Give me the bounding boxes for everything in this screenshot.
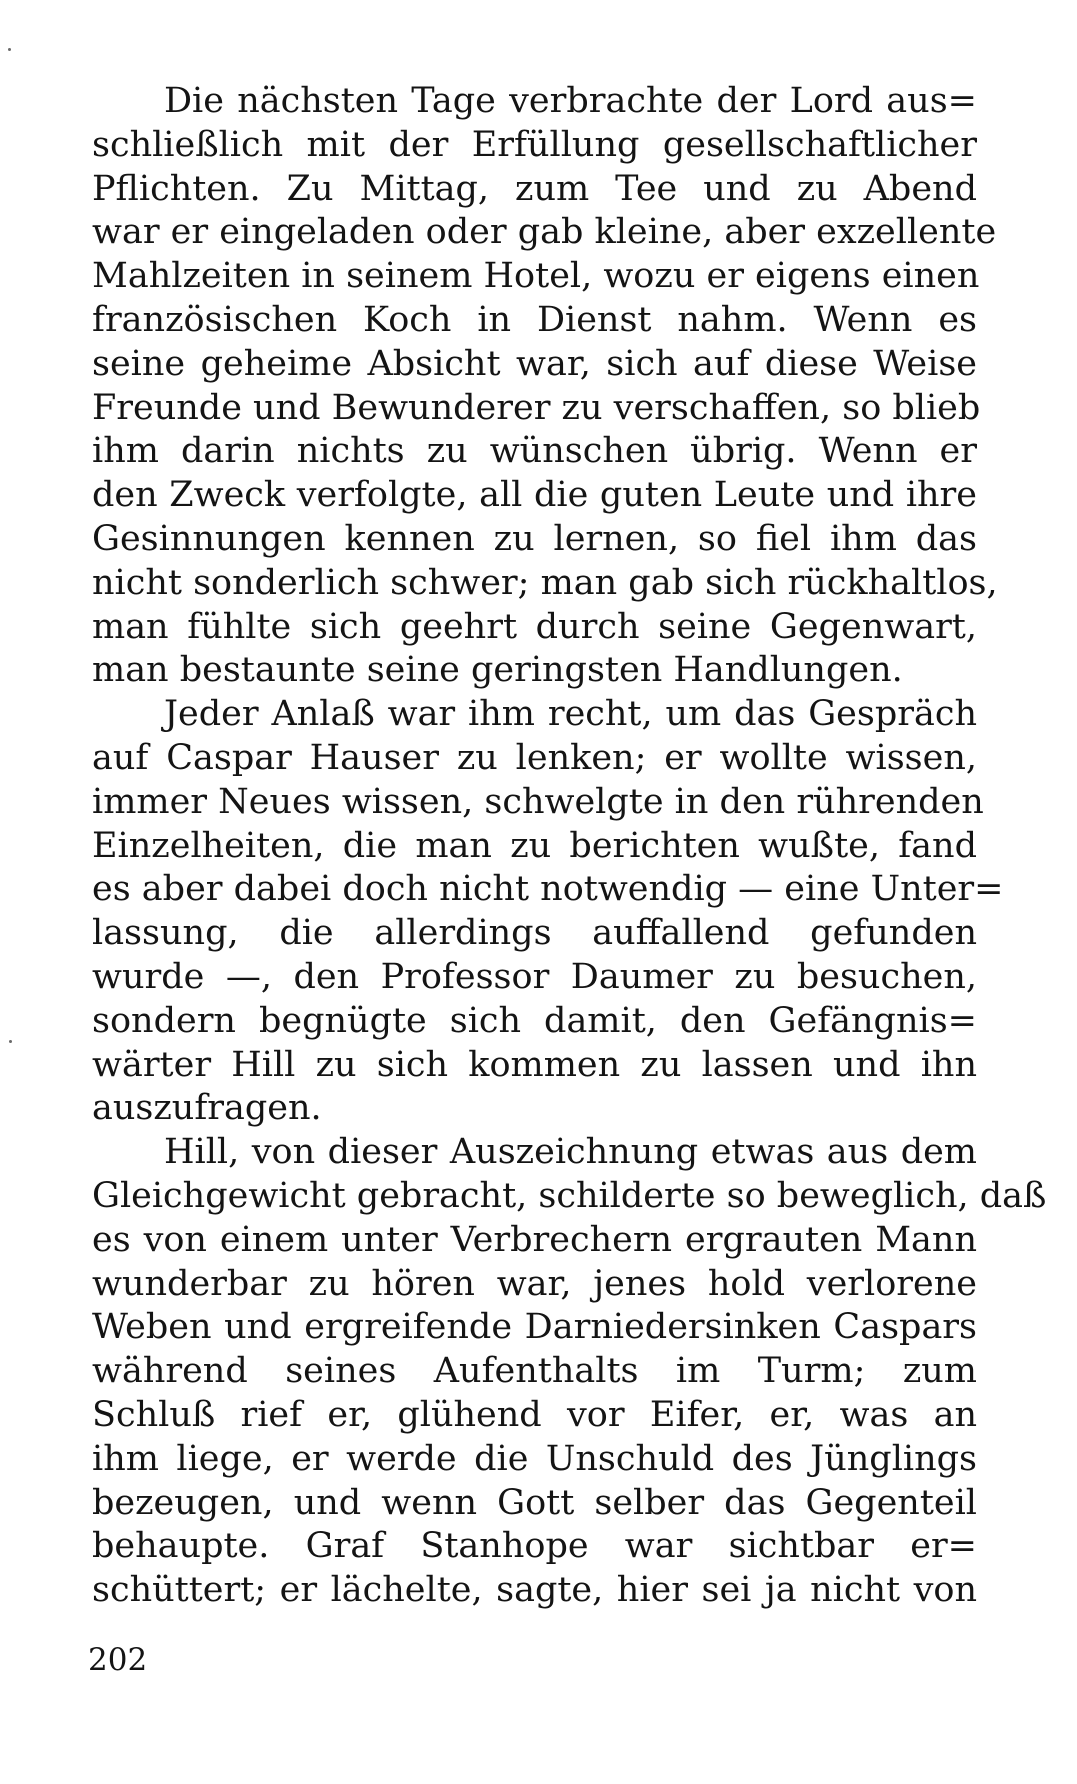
text-line: Gleichgewicht gebracht, schilderte so beweglich, daß [92, 1175, 1047, 1216]
print-speck [9, 1040, 12, 1043]
text-line: behaupte. Graf Stanhope war sichtbar er= [92, 1526, 977, 1567]
text-line: es aber dabei doch nicht notwendig — eine Unter= [92, 869, 1004, 910]
text-line: wärter Hill zu sich kommen zu lassen und ihn [92, 1044, 977, 1085]
text-line: ihm darin nichts zu wünschen übrig. Wenn er [92, 431, 977, 472]
text-line: ihm liege, er werde die Unschuld des Jünglings [92, 1438, 977, 1479]
text-line: Mahlzeiten in seinem Hotel, wozu er eigens einen [92, 256, 980, 297]
text-line: immer Neues wissen, schwelgte in den rührenden [92, 781, 984, 822]
text-line: schüttert; er lächelte, sagte, hier sei ja nicht von [92, 1570, 977, 1611]
text-line: während seines Aufenthalts im Turm; zum [92, 1351, 977, 1392]
text-line: französischen Koch in Dienst nahm. Wenn es [92, 299, 977, 340]
text-line: schließlich mit der Erfüllung gesellschaftlicher [92, 124, 977, 165]
text-line: nicht sonderlich schwer; man gab sich rückhaltlos, [92, 562, 998, 603]
text-line: Gesinnungen kennen zu lernen, so fiel ihm das [92, 518, 977, 559]
text-line: lassung, die allerdings auffallend gefunden [92, 913, 977, 954]
text-line: war er eingeladen oder gab kleine, aber exzellente [92, 212, 997, 253]
text-line: es von einem unter Verbrechern ergrauten Mann [92, 1219, 977, 1260]
text-line: wurde —, den Professor Daumer zu besuchen, [92, 956, 977, 997]
body-text [92, 80, 1047, 1613]
text-line: Jeder Anlaß war ihm recht, um das Gespräch [164, 694, 977, 735]
text-line: auszufragen. [92, 1088, 322, 1129]
text-line: Weben und ergreifende Darniedersinken Caspars [92, 1307, 977, 1348]
text-line: seine geheime Absicht war, sich auf diese Weise [92, 343, 977, 384]
text-line: Hill, von dieser Auszeichnung etwas aus dem [164, 1132, 977, 1173]
text-line: Freunde und Bewunderer zu verschaffen, so blieb [92, 387, 981, 428]
text-line: sondern begnügte sich damit, den Gefängnis= [92, 1000, 977, 1041]
page-number: 202 [88, 1642, 148, 1678]
text-line: bezeugen, und wenn Gott selber das Gegenteil [92, 1482, 977, 1523]
print-speck [8, 48, 11, 51]
text-line: Einzelheiten, die man zu berichten wußte, fand [92, 825, 977, 866]
text-line: man fühlte sich geehrt durch seine Gegenwart, [92, 606, 977, 647]
text-line: wunderbar zu hören war, jenes hold verlorene [92, 1263, 977, 1304]
text-line: man bestaunte seine geringsten Handlungen. [92, 650, 903, 691]
text-line: auf Caspar Hauser zu lenken; er wollte wissen, [92, 737, 977, 778]
text-line: Schluß rief er, glühend vor Eifer, er, was an [92, 1394, 977, 1435]
text-line: Die nächsten Tage verbrachte der Lord aus= [164, 81, 977, 121]
text-line: Pflichten. Zu Mittag, zum Tee und zu Abend [92, 168, 977, 209]
text-line: den Zweck verfolgte, all die guten Leute und ihre [92, 475, 977, 516]
